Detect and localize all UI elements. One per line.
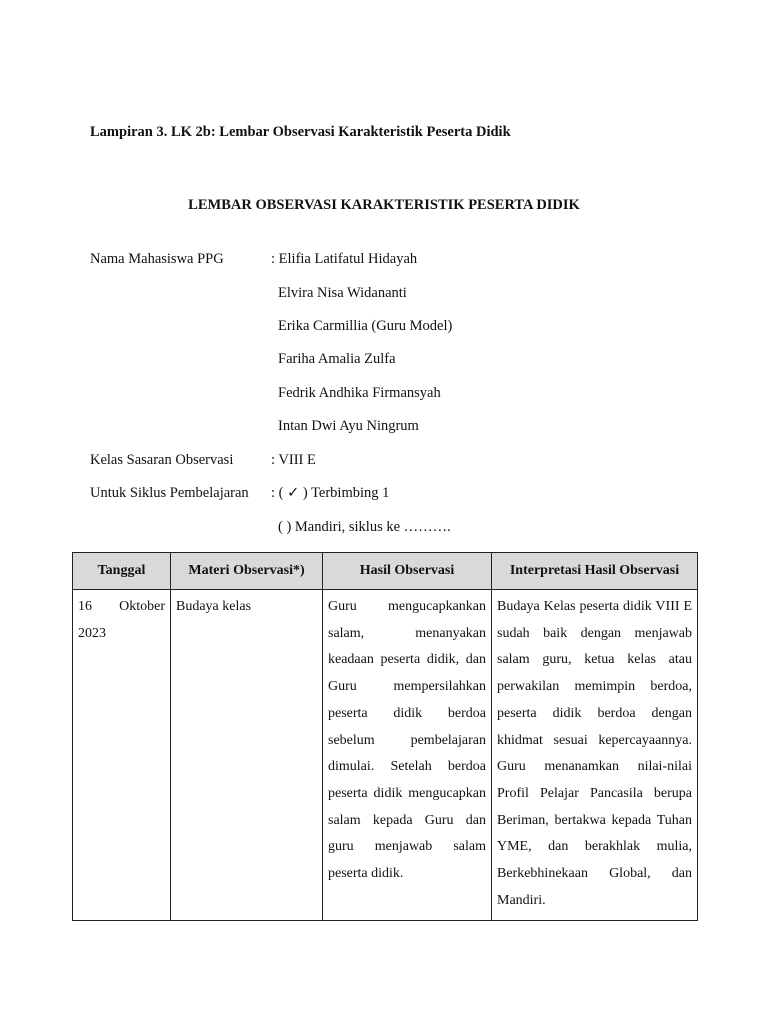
siklus-option-mandiri: ( ) Mandiri, siklus ke ………. <box>278 519 451 535</box>
cell-materi: Budaya kelas <box>171 590 323 921</box>
nama-label: Nama Mahasiswa PPG <box>90 251 224 267</box>
nama-value: : Elifia Latifatul Hidayah <box>271 251 418 267</box>
cell-tanggal: 16 Oktober 2023 <box>73 590 171 921</box>
siklus-label: Untuk Siklus Pembelajaran <box>90 485 249 501</box>
name-item-label: Fedrik Andhika Firmansyah <box>278 385 441 401</box>
header-hasil: Hasil Observasi <box>323 553 492 590</box>
cell-interpretasi: Budaya Kelas peserta didik VIII E sudah baik dengan menjawab salam guru, ketua kelas atau perwakilan memimpin berdoa, peserta didik berdoa dengan khidmat sesuai kepercayaannya. Guru menanamkan nilai-nilai Profil Pelajar Pancasila berupa Beriman, bertakwa kepada Tuhan YME, dan berakhlak mulia, Berkebhinekaan Global, dan Mandiri. <box>492 590 698 921</box>
siklus-option-terbimbing: : ( ✓ ) Terbimbing 1 <box>271 485 390 501</box>
document-title: LEMBAR OBSERVASI KARAKTERISTIK PESERTA DIDIK <box>188 197 580 213</box>
table-header-row <box>73 553 698 590</box>
name-item-label: Intan Dwi Ayu Ningrum <box>278 418 419 434</box>
name-item-label: Fariha Amalia Zulfa <box>278 351 396 367</box>
observation-table <box>72 552 698 921</box>
name-item-label: Erika Carmillia (Guru Model) <box>278 318 453 334</box>
table-row <box>73 590 698 921</box>
header-materi: Materi Observasi*) <box>171 553 323 590</box>
name-item-label: Elvira Nisa Widananti <box>278 285 407 301</box>
kelas-label: Kelas Sasaran Observasi <box>90 452 234 468</box>
kelas-value: : VIII E <box>271 452 316 468</box>
cell-hasil: Guru mengucapkankan salam, menanyakan keadaan peserta didik, dan Guru mempersilahkan peserta didik berdoa sebelum pembelajaran dimulai. Setelah berdoa peserta didik mengucapkan salam kepada Guru dan guru menjawab salam peserta didik. <box>323 590 492 921</box>
document-heading: Lampiran 3. LK 2b: Lembar Observasi Karakteristik Peserta Didik <box>90 124 511 140</box>
header-tanggal: Tanggal <box>73 553 171 590</box>
header-interpretasi: Interpretasi Hasil Observasi <box>492 553 698 590</box>
